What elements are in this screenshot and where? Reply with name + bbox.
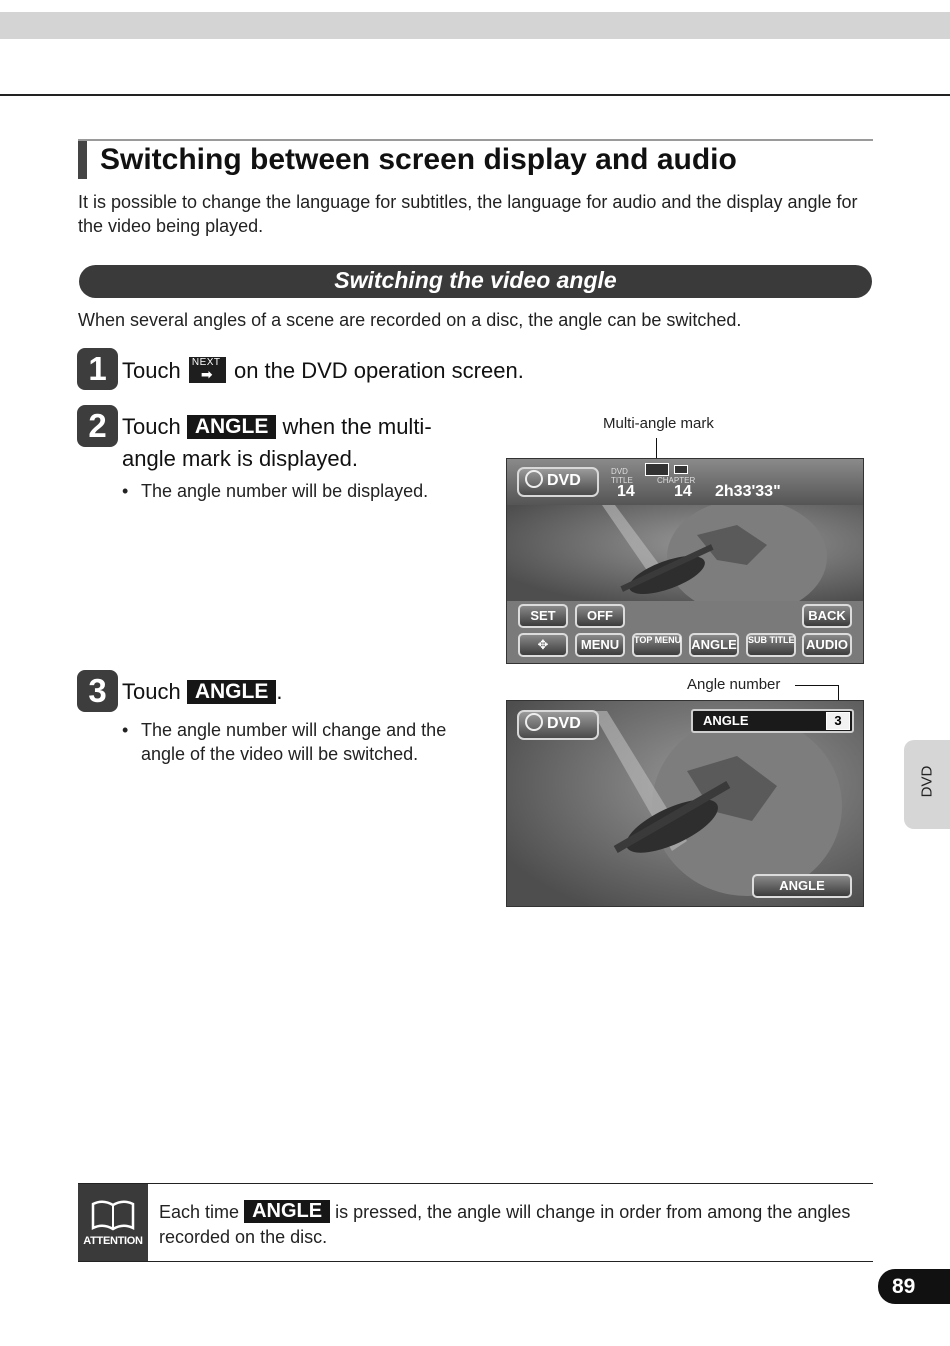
step-1-text	[122, 355, 524, 386]
attention-top-rule	[78, 1183, 873, 1184]
subtitle-mark-icon	[674, 465, 688, 474]
audio-button[interactable]: AUDIO	[802, 633, 852, 657]
attention-post: is pressed, the angle will change in order from among the angles recorded on the disc.	[159, 1202, 851, 1247]
subsection-title: Switching the video angle	[334, 267, 617, 293]
attention-label: ATTENTION	[83, 1235, 143, 1247]
video-scene	[507, 505, 863, 601]
header-rule	[0, 94, 950, 96]
intro-paragraph: It is possible to change the language for subtitles, the language for audio and the display angle for the video being played.	[78, 192, 858, 236]
multi-angle-caption: Multi-angle mark	[603, 415, 714, 432]
page-number: 89	[878, 1269, 950, 1304]
angle-button[interactable]: ANGLE	[689, 633, 739, 657]
angle-number-leader-h	[795, 685, 839, 686]
attention-text	[159, 1200, 867, 1250]
angle-display	[691, 709, 854, 733]
dvd-mini-icon: DVD	[611, 467, 628, 476]
step-3-bullet-text: The angle number will change and the angle of the video will be switched.	[141, 720, 447, 764]
subtitle-button[interactable]: SUB TITLE	[746, 633, 796, 657]
step-2-line2: angle mark is displayed.	[122, 446, 359, 471]
section-title	[78, 139, 873, 177]
step-3-number: 3	[77, 670, 118, 712]
multi-angle-mark-icon	[645, 463, 669, 476]
step-2-post: when the multi-	[282, 414, 432, 439]
angle-key: ANGLE	[187, 415, 277, 439]
set-button[interactable]: SET	[518, 604, 568, 628]
step-2-bullet	[122, 479, 482, 503]
step-1-pre: Touch	[122, 358, 181, 383]
back-button[interactable]: BACK	[802, 604, 852, 628]
dvd-badge: DVD	[517, 467, 599, 497]
top-menu-button[interactable]: TOP MENU	[632, 633, 682, 657]
step-2-bullet-text: The angle number will be displayed.	[141, 481, 429, 501]
side-tab-label: DVD	[918, 765, 936, 798]
angle-key: ANGLE	[187, 680, 277, 704]
step-3-bullet	[122, 718, 482, 766]
move-button[interactable]	[518, 633, 568, 657]
title-label: TITLE	[611, 476, 633, 485]
move-arrows-icon: ✥	[537, 637, 549, 652]
step-2-number: 2	[77, 405, 118, 447]
step-3-pre: Touch	[122, 679, 181, 704]
title-value: 14	[617, 483, 635, 500]
disc-icon	[525, 470, 543, 488]
attention-bottom-rule	[78, 1261, 873, 1262]
bullet-dot: •	[122, 720, 129, 740]
subsection-heading	[79, 265, 872, 298]
step-2-pre: Touch	[122, 414, 181, 439]
angle-number-caption: Angle number	[687, 676, 781, 693]
dvd-operation-screen	[506, 458, 864, 664]
dvd-angle-screen	[506, 700, 864, 907]
step-3-post: .	[276, 679, 283, 704]
attention-box	[78, 1184, 148, 1261]
angle-key: ANGLE	[244, 1200, 330, 1223]
next-key-icon: NEXT ➡	[189, 357, 226, 383]
attention-pre: Each time	[159, 1202, 240, 1222]
disc-icon	[525, 713, 543, 731]
page-title: Switching between screen display and audio	[100, 143, 737, 176]
section-side-tab	[904, 740, 950, 829]
subsection-description: When several angles of a scene are recorded on a disc, the angle can be switched.	[78, 310, 742, 330]
menu-button[interactable]: MENU	[575, 633, 625, 657]
header-band	[0, 12, 950, 39]
chapter-label: CHAPTER	[657, 476, 696, 485]
step-2-text	[122, 411, 432, 442]
angle-button[interactable]: ANGLE	[752, 874, 852, 898]
next-key-label: NEXT	[191, 357, 221, 368]
chapter-value: 14	[674, 483, 692, 500]
bullet-dot: •	[122, 481, 129, 501]
angle-number: 3	[826, 712, 850, 730]
step-1-post: on the DVD operation screen.	[233, 358, 524, 383]
step-3-text	[122, 676, 282, 707]
book-icon	[90, 1198, 136, 1232]
off-button[interactable]: OFF	[575, 604, 625, 628]
title-bar	[78, 141, 87, 179]
playback-time: 2h33'33"	[715, 483, 781, 500]
step-1-number: 1	[77, 348, 118, 390]
angle-display-label: ANGLE	[703, 713, 749, 728]
dvd-badge: DVD	[517, 710, 599, 740]
